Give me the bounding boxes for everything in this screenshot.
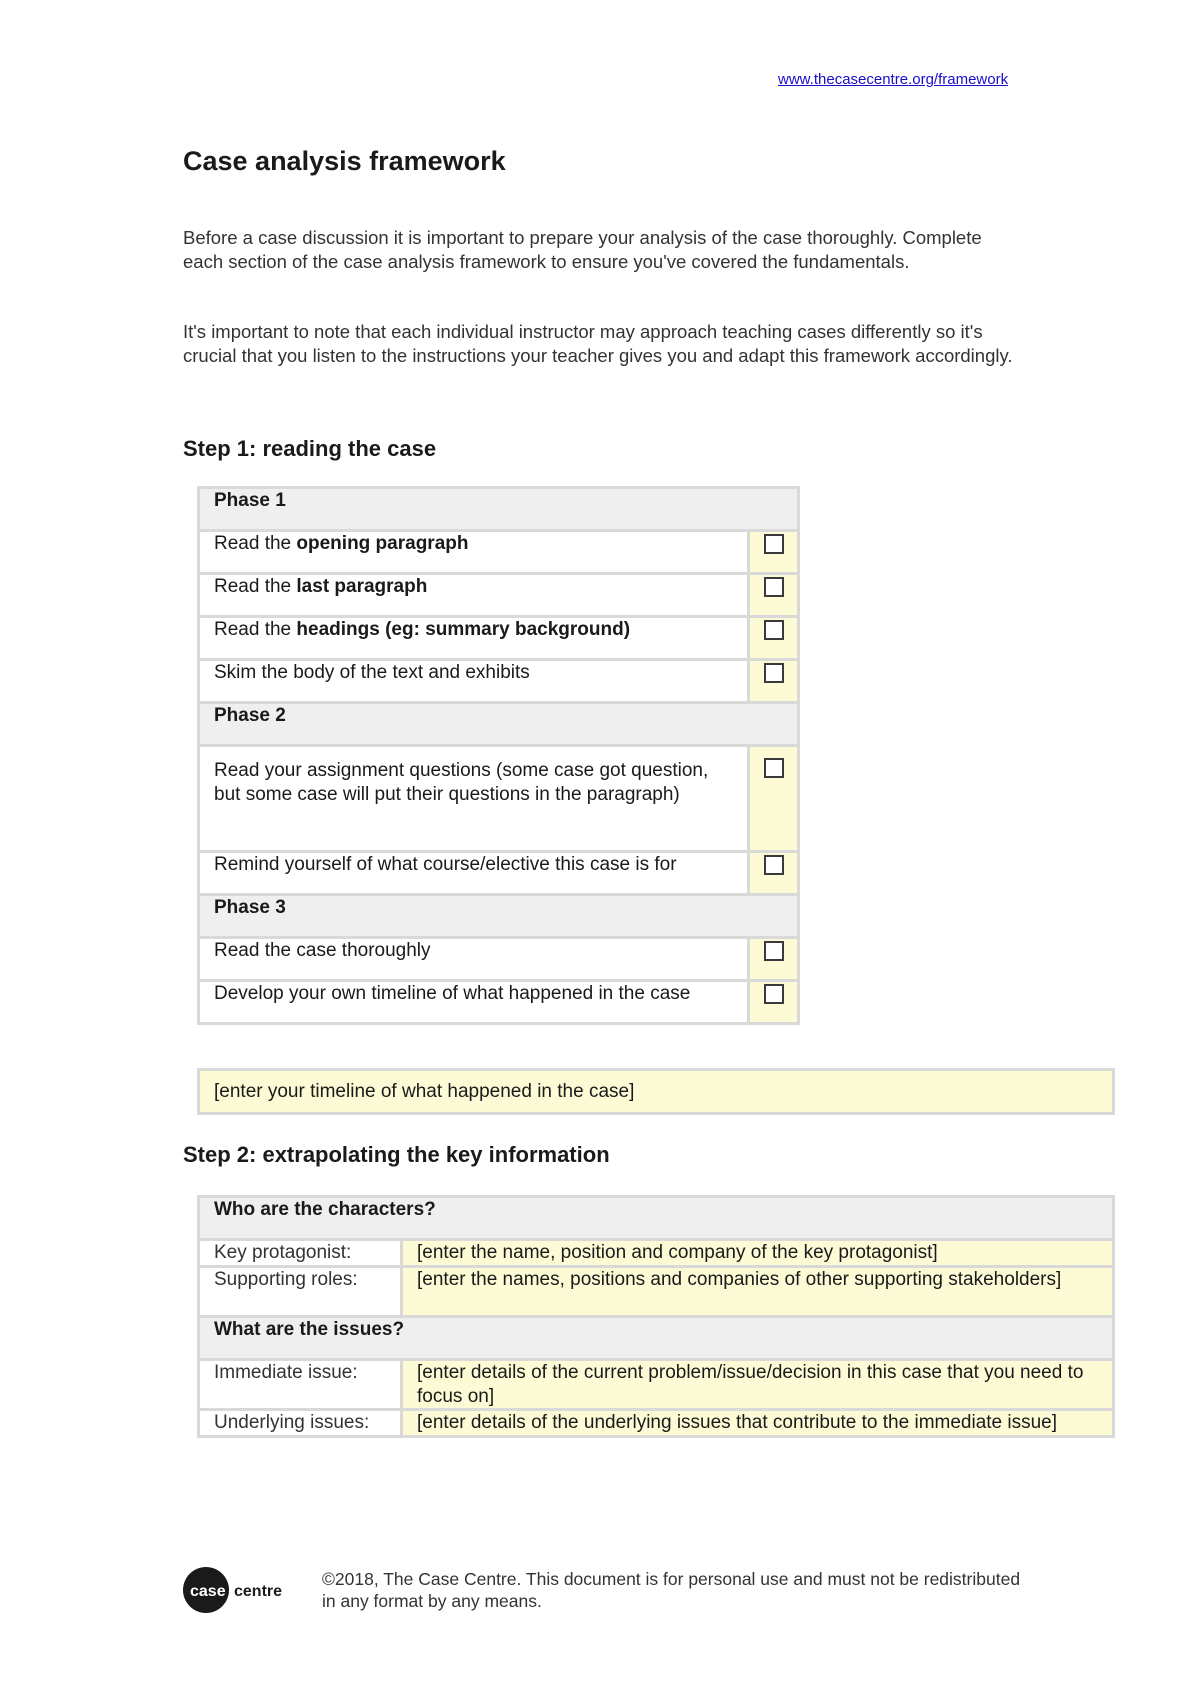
check-cell (748, 852, 798, 895)
check-cell (748, 574, 798, 617)
task-text (199, 981, 749, 1024)
task-checkbox[interactable] (764, 620, 784, 640)
reading-checklist-table (197, 486, 800, 1025)
logo-word-case: case (190, 1583, 226, 1600)
phase-label: Phase 3 (199, 895, 799, 938)
underlying-issues-label: Underlying issues: (199, 1410, 402, 1437)
check-cell (748, 660, 798, 703)
timeline-field[interactable]: [enter your timeline of what happened in the case] (197, 1068, 1115, 1115)
intro-paragraph-2: It's important to note that each individual instructor may approach teaching cases differently so it's crucial that you listen to the instructions your teacher gives you and adapt this framework accordingly. (183, 321, 1013, 366)
phase-label: Phase 2 (199, 703, 799, 746)
intro-paragraph-1: Before a case discussion it is important to prepare your analysis of the case thoroughly. Complete each section of the case analysis framework to ensure you've covered the fundamentals. (183, 227, 982, 272)
task-text-emphasis: opening paragraph (296, 533, 469, 554)
check-cell (748, 617, 798, 660)
check-cell (748, 531, 798, 574)
task-row (199, 574, 799, 617)
task-row (199, 531, 799, 574)
characters-header-row (199, 1197, 1114, 1240)
characters-heading: Who are the characters? (199, 1197, 1114, 1240)
page-title: Case analysis framework (183, 146, 506, 176)
step-2-heading: Step 2: extrapolating the key information (183, 1142, 610, 1167)
task-text-plain: Read the (214, 533, 297, 554)
task-text (199, 852, 749, 895)
immediate-issue-field[interactable]: [enter details of the current problem/issue/decision in this case that you need to focus on] (402, 1360, 1114, 1410)
task-row (199, 746, 799, 852)
immediate-issue-label: Immediate issue: (199, 1360, 402, 1410)
task-text (199, 574, 749, 617)
underlying-issues-row (199, 1410, 1114, 1437)
task-text-emphasis: last paragraph (296, 576, 428, 597)
step-1-heading: Step 1: reading the case (183, 436, 437, 461)
task-text (199, 746, 749, 852)
issues-header-row (199, 1317, 1114, 1360)
task-row (199, 981, 799, 1024)
task-text-plain: Read the case thoroughly (214, 940, 431, 961)
key-protagonist-label: Key protagonist: (199, 1240, 402, 1267)
task-text-plain: Develop your own timeline of what happened in the case (214, 983, 691, 1004)
check-cell (748, 981, 798, 1024)
task-row (199, 852, 799, 895)
check-cell (748, 746, 798, 852)
task-checkbox[interactable] (764, 663, 784, 683)
task-checkbox[interactable] (764, 577, 784, 597)
task-row (199, 660, 799, 703)
task-checkbox[interactable] (764, 984, 784, 1004)
check-cell (748, 938, 798, 981)
framework-link[interactable]: www.thecasecentre.org/framework (778, 71, 1009, 88)
task-checkbox[interactable] (764, 855, 784, 875)
task-text (199, 938, 749, 981)
task-text-plain: Read the (214, 576, 297, 597)
task-text-plain: Read your assignment questions (some case got question, but some case will put their questions in the paragraph) (214, 760, 709, 805)
supporting-roles-field[interactable]: [enter the names, positions and companies of other supporting stakeholders] (402, 1267, 1114, 1317)
task-text-plain: Remind yourself of what course/elective this case is for (214, 854, 677, 875)
supporting-roles-row (199, 1267, 1114, 1317)
underlying-issues-field[interactable]: [enter details of the underlying issues that contribute to the immediate issue] (402, 1410, 1114, 1437)
task-checkbox[interactable] (764, 941, 784, 961)
logo-word-centre: centre (234, 1583, 283, 1600)
key-information-table (197, 1195, 1115, 1438)
task-text (199, 617, 749, 660)
task-text (199, 531, 749, 574)
phase-header-row (199, 895, 799, 938)
task-text (199, 660, 749, 703)
key-protagonist-field[interactable]: [enter the name, position and company of the key protagonist] (402, 1240, 1114, 1267)
task-checkbox[interactable] (764, 758, 784, 778)
task-checkbox[interactable] (764, 534, 784, 554)
supporting-roles-label: Supporting roles: (199, 1267, 402, 1317)
task-text-plain: Read the (214, 619, 297, 640)
immediate-issue-row (199, 1360, 1114, 1410)
phase-header-row (199, 703, 799, 746)
phase-header-row (199, 488, 799, 531)
task-row (199, 938, 799, 981)
key-protagonist-row (199, 1240, 1114, 1267)
copyright-notice: ©2018, The Case Centre. This document is for personal use and must not be redistributed in any format by any means. (322, 1569, 1021, 1611)
task-text-emphasis: headings (eg: summary background) (296, 619, 631, 640)
phase-label: Phase 1 (199, 488, 799, 531)
issues-heading: What are the issues? (199, 1317, 1114, 1360)
task-row (199, 617, 799, 660)
task-text-plain: Skim the body of the text and exhibits (214, 662, 530, 683)
case-centre-logo (183, 1566, 293, 1614)
